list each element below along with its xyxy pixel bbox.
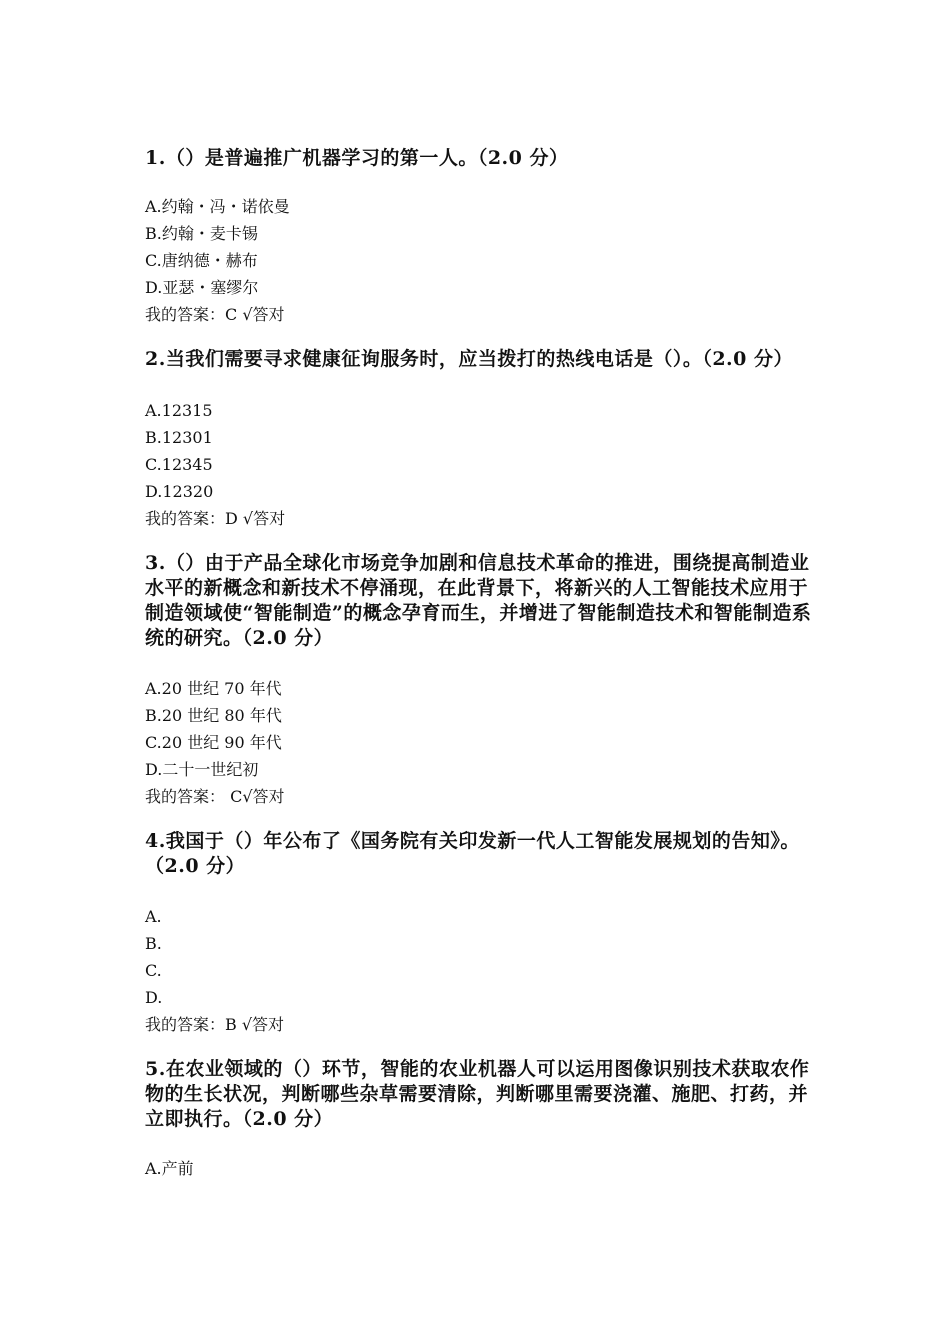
option-a: A.12315 <box>145 401 213 420</box>
option-a: A.约翰・冯・诺依曼 <box>145 197 290 216</box>
question-title: 4.我国于（）年公布了《国务院有关印发新一代人工智能发展规划的告知》。（2.0 分） <box>145 830 800 877</box>
option-b: B.20 世纪 80 年代 <box>145 706 282 725</box>
document-page <box>145 146 825 1182</box>
option-b: B.12301 <box>145 428 213 447</box>
my-answer: 我的答案：B √答对 <box>145 1015 285 1034</box>
option-c: C.12345 <box>145 455 213 474</box>
option-b: B. <box>145 934 162 953</box>
question-1 <box>145 146 825 328</box>
question-title: 3.（）由于产品全球化市场竞争加剧和信息技术革命的推进，围绕提高制造业水平的新概念和新技术不停涌现，在此背景下，将新兴的人工智能技术应用于制造领域使“智能制造”的概念孕育而生，并增进了智能制造技术和智能制造系统的研究。（2.0 分） <box>145 552 812 649</box>
option-d: D.二十一世纪初 <box>145 760 259 779</box>
option-list <box>145 675 825 783</box>
my-answer: 我的答案：D √答对 <box>145 509 286 528</box>
my-answer: 我的答案： C√答对 <box>145 787 285 806</box>
question-3 <box>145 551 825 810</box>
question-5 <box>145 1057 825 1182</box>
option-c: C.唐纳德・赫布 <box>145 251 258 270</box>
question-title: 1.（）是普遍推广机器学习的第一人。（2.0 分） <box>145 147 569 169</box>
option-list <box>145 397 825 505</box>
option-d: D.12320 <box>145 482 214 501</box>
option-d: D.亚瑟・塞缪尔 <box>145 278 259 297</box>
option-list <box>145 903 825 1011</box>
question-title: 2.当我们需要寻求健康征询服务时，应当拨打的热线电话是（）。（2.0 分） <box>145 348 794 370</box>
question-2 <box>145 347 825 532</box>
question-title: 5.在农业领域的（）环节，智能的农业机器人可以运用图像识别技术获取农作物的生长状况，判断哪些杂草需要清除，判断哪里需要浇灌、施肥、打药，并立即执行。（2.0 分） <box>145 1058 810 1130</box>
option-a: A.20 世纪 70 年代 <box>145 679 282 698</box>
option-list <box>145 1155 825 1182</box>
option-list <box>145 193 825 301</box>
option-a: A. <box>145 907 162 926</box>
question-4 <box>145 829 825 1038</box>
option-d: D. <box>145 988 163 1007</box>
option-a: A.产前 <box>145 1159 194 1178</box>
option-c: C. <box>145 961 162 980</box>
option-c: C.20 世纪 90 年代 <box>145 733 282 752</box>
option-b: B.约翰・麦卡锡 <box>145 224 258 243</box>
my-answer: 我的答案：C √答对 <box>145 305 285 324</box>
